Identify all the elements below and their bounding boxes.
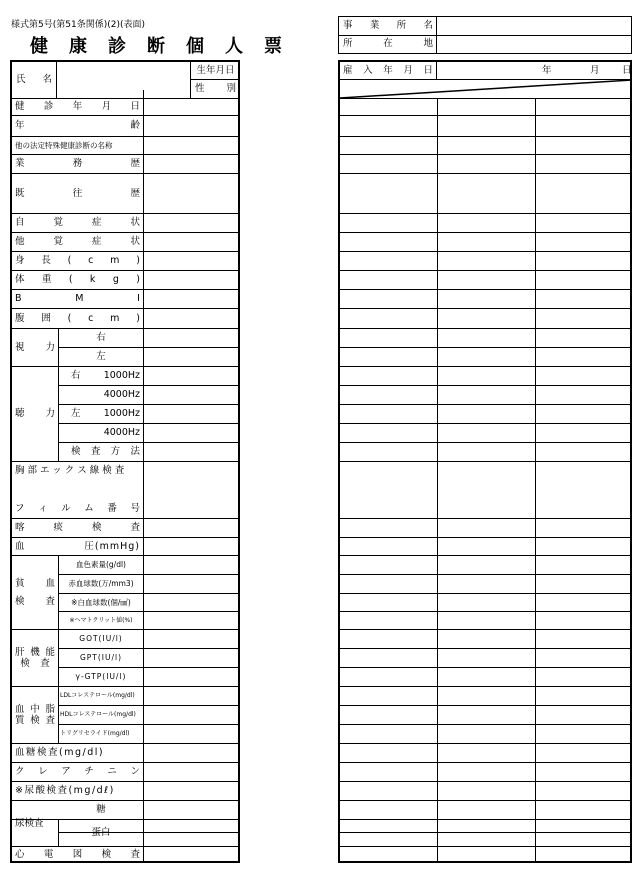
objective-symptoms-label xyxy=(12,233,143,251)
height-label xyxy=(12,252,143,270)
label-char: 機 xyxy=(30,646,40,658)
label-char: 歴 xyxy=(130,158,140,170)
label-char: 覚 xyxy=(53,217,63,229)
got-label: GOT(IU/l) xyxy=(79,634,123,644)
label-char: 業 xyxy=(15,158,25,170)
label-char: 診 xyxy=(43,101,54,113)
employment-day: 日 xyxy=(622,64,632,76)
label-char: 覚 xyxy=(53,236,63,248)
office-name-char: 事 xyxy=(343,20,353,31)
rbc-label: 赤血球数(万/mm3) xyxy=(68,579,134,589)
label-char: 方 xyxy=(110,446,121,458)
hdl-label: HDLコレステロール(mg/dl) xyxy=(60,711,136,718)
chest-xray-label: 胸部エックス線検査 xyxy=(15,465,128,477)
gpt-label: GPT(IU/l) xyxy=(79,653,123,663)
past-history-label xyxy=(12,174,143,213)
label-char: 検 xyxy=(20,658,30,669)
label-char: 状 xyxy=(130,217,140,229)
diagonal-divider xyxy=(340,80,632,99)
label-char: 査 xyxy=(40,658,50,669)
hemoglobin-label: 血色素量(g/dl) xyxy=(76,560,126,570)
label-char: 右 xyxy=(71,370,81,382)
office-address-label xyxy=(339,35,437,53)
label-char: c xyxy=(88,255,94,267)
age-label xyxy=(12,116,143,136)
label-char: チ xyxy=(84,766,94,778)
label-char: ン xyxy=(130,766,140,778)
label-char: 血 xyxy=(15,703,25,715)
label-char: 号 xyxy=(130,503,140,515)
label-char: 査 xyxy=(45,715,55,726)
label-char: ) xyxy=(136,255,140,267)
label-char: 年 xyxy=(383,64,393,76)
bmi-label xyxy=(12,290,143,308)
hearing-left-4000-label: 4000Hz xyxy=(103,427,140,439)
record-column-2[interactable] xyxy=(438,99,535,863)
label-char: 能 xyxy=(45,646,55,658)
subjective-symptoms-label xyxy=(12,214,143,232)
label-char: ィ xyxy=(38,503,48,515)
anemia-group-label xyxy=(12,556,58,629)
label-char: 電 xyxy=(43,849,54,861)
label-char: 往 xyxy=(72,187,83,199)
label-char: 入 xyxy=(363,64,373,76)
lipid-bottom xyxy=(15,716,55,726)
label-char: 重 xyxy=(41,274,52,286)
label-char: 図 xyxy=(72,849,83,861)
creatinine-label xyxy=(12,763,143,781)
record-column-1[interactable] xyxy=(340,99,437,863)
office-name-char: 業 xyxy=(369,20,380,31)
label-char: I xyxy=(137,293,140,305)
ggtp-label: γ-GTP(IU/l) xyxy=(75,672,127,682)
label-char: 査 xyxy=(90,446,101,458)
label-char: 月 xyxy=(403,64,413,76)
record-column-3[interactable] xyxy=(536,99,632,863)
form-number-label: 様式第5号(第51条関係)(2)(表面) xyxy=(11,20,145,30)
label-char: 検 xyxy=(101,849,112,861)
label-char: 検 xyxy=(71,446,81,458)
label-char: 雇 xyxy=(343,64,353,76)
label-char: 健 xyxy=(15,101,25,113)
urine-sugar-label: 糖 xyxy=(96,804,106,816)
label-char: 身 xyxy=(15,255,25,267)
special-exam-label: 他の法定特殊健康診断の名称 xyxy=(15,140,113,150)
label-char: 日 xyxy=(423,64,433,76)
label-char: 貧 xyxy=(15,578,25,589)
label-char: g xyxy=(112,274,119,286)
label-char: ) xyxy=(136,312,140,324)
sputum-label xyxy=(12,519,143,537)
label-char: 検 xyxy=(30,715,40,726)
employment-month: 月 xyxy=(590,64,600,76)
label-char: 腹 xyxy=(15,312,25,324)
wbc-label: ※白血球数(個/㎣) xyxy=(71,597,131,607)
office-address-char: 所 xyxy=(343,38,353,49)
label-char: 査 xyxy=(130,849,140,861)
label-char: 日 xyxy=(130,101,140,113)
name-label-char: 氏 xyxy=(16,74,26,86)
label-char: 検 xyxy=(15,595,25,607)
lipid-group-label xyxy=(12,687,58,743)
form-title: 健康診断個人票 xyxy=(30,36,303,57)
label-char: 圧(mmHg) xyxy=(84,540,140,552)
office-box xyxy=(338,16,632,54)
film-number-label xyxy=(12,500,143,518)
label-char: 視 xyxy=(15,341,25,353)
label-char: 長 xyxy=(41,255,51,267)
test-method-label xyxy=(59,443,143,461)
hearing-right-1000-label xyxy=(59,367,143,385)
label-char: 他 xyxy=(15,236,25,248)
label-char: 血 xyxy=(45,578,55,589)
urine-protein-label: 蛋白 xyxy=(91,827,111,839)
anemia-top xyxy=(15,579,55,589)
label-char: 歴 xyxy=(130,187,140,199)
label-char: ニ xyxy=(107,766,117,778)
hearing-left-1000-label xyxy=(59,405,143,423)
label-char: 質 xyxy=(15,715,25,726)
name-field[interactable] xyxy=(57,62,143,98)
label-char: 痰 xyxy=(53,522,63,534)
label-char: ( xyxy=(67,312,72,324)
label-char: フ xyxy=(15,503,25,515)
hearing-label xyxy=(12,367,58,461)
label-char: 務 xyxy=(72,158,83,170)
label-char: 力 xyxy=(45,341,55,353)
liver-bottom xyxy=(15,659,55,669)
lipid-top xyxy=(15,705,55,715)
label-char: 囲 xyxy=(41,312,51,324)
exam-date-label xyxy=(12,99,143,115)
office-address-field[interactable] xyxy=(437,35,631,53)
office-name-row xyxy=(339,17,631,36)
label-char: 聴 xyxy=(15,408,25,420)
job-history-label xyxy=(12,155,143,173)
label-char: 心 xyxy=(15,849,25,861)
label-char: 喀 xyxy=(15,522,25,534)
label-char: k xyxy=(89,274,96,286)
label-char: ル xyxy=(61,503,71,515)
ecg-label xyxy=(12,847,143,863)
weight-label xyxy=(12,271,143,289)
label-char: 番 xyxy=(107,503,117,515)
employment-year: 年 xyxy=(542,64,552,76)
hearing-right-4000-label: 4000Hz xyxy=(103,389,140,401)
vision-left-label: 左 xyxy=(96,351,106,363)
label-char: 中 xyxy=(30,703,40,715)
label-char: 症 xyxy=(91,236,102,248)
liver-top xyxy=(15,648,55,658)
employment-date-label xyxy=(340,62,436,79)
label-char: m xyxy=(110,255,120,267)
label-char: 左 xyxy=(71,408,81,420)
left-table xyxy=(10,60,240,863)
label-char: 年 xyxy=(72,101,83,113)
liver-group-label xyxy=(12,630,58,686)
label-char: 査 xyxy=(130,522,140,534)
triglyceride-label: トリグリセライド(mg/dl) xyxy=(60,730,130,737)
sex-label-char: 性 xyxy=(195,83,205,95)
label-char: ク xyxy=(15,766,25,778)
urine-label: 尿検査 xyxy=(15,817,44,829)
name-label xyxy=(12,62,56,98)
uric-acid-label: ※尿酸検査(mg/dℓ) xyxy=(15,785,115,797)
sex-label xyxy=(191,80,240,98)
employment-date-field[interactable] xyxy=(437,62,632,79)
label-char: 法 xyxy=(130,446,140,458)
office-address-char: 在 xyxy=(383,38,393,49)
label-char: 状 xyxy=(130,236,140,248)
label-char: M xyxy=(75,293,84,305)
label-char: c xyxy=(88,312,94,324)
label-char: 症 xyxy=(91,217,102,229)
sex-label-char: 別 xyxy=(226,83,236,95)
office-address-row xyxy=(339,35,631,53)
label-char: 年 xyxy=(15,120,25,132)
office-name-field[interactable] xyxy=(437,17,631,35)
label-char: ア xyxy=(61,766,71,778)
label-char: ( xyxy=(68,274,73,286)
vision-label xyxy=(12,329,58,366)
office-name-label xyxy=(339,17,437,35)
label-char: 既 xyxy=(15,187,25,199)
waist-label xyxy=(12,309,143,328)
label-char: B xyxy=(15,293,22,305)
label-char: 1000Hz xyxy=(103,370,140,382)
hematocrit-label: ※ヘマトクリット値(%) xyxy=(69,616,133,624)
label-char: 自 xyxy=(15,217,25,229)
birth-date-label: 生年月日 xyxy=(196,64,235,76)
office-name-char: 名 xyxy=(423,20,433,31)
blood-pressure-label xyxy=(12,538,143,555)
label-char: 査 xyxy=(45,595,55,607)
label-char: 齢 xyxy=(130,120,140,132)
glucose-label: 血糖検査(mg/dl) xyxy=(15,747,105,759)
label-char: レ xyxy=(38,766,48,778)
label-char: 肝 xyxy=(15,646,25,658)
name-label-char: 名 xyxy=(42,74,52,86)
label-char: 月 xyxy=(101,101,112,113)
label-char: 血 xyxy=(15,540,25,552)
ldl-label: LDLコレステロール(mg/dl) xyxy=(60,692,135,699)
label-char: 検 xyxy=(91,522,102,534)
label-char: ( xyxy=(67,255,72,267)
label-char: 脂 xyxy=(45,703,55,715)
label-char: 1000Hz xyxy=(103,408,140,420)
office-name-char: 所 xyxy=(396,20,407,31)
label-char: ) xyxy=(136,274,140,286)
office-address-char: 地 xyxy=(423,38,433,49)
anemia-bottom xyxy=(15,597,55,607)
label-char: m xyxy=(110,312,120,324)
label-char: 体 xyxy=(15,274,25,286)
right-table xyxy=(338,60,632,863)
label-char: ム xyxy=(84,503,94,515)
vision-right-label: 右 xyxy=(96,332,106,344)
label-char: 力 xyxy=(45,408,55,420)
